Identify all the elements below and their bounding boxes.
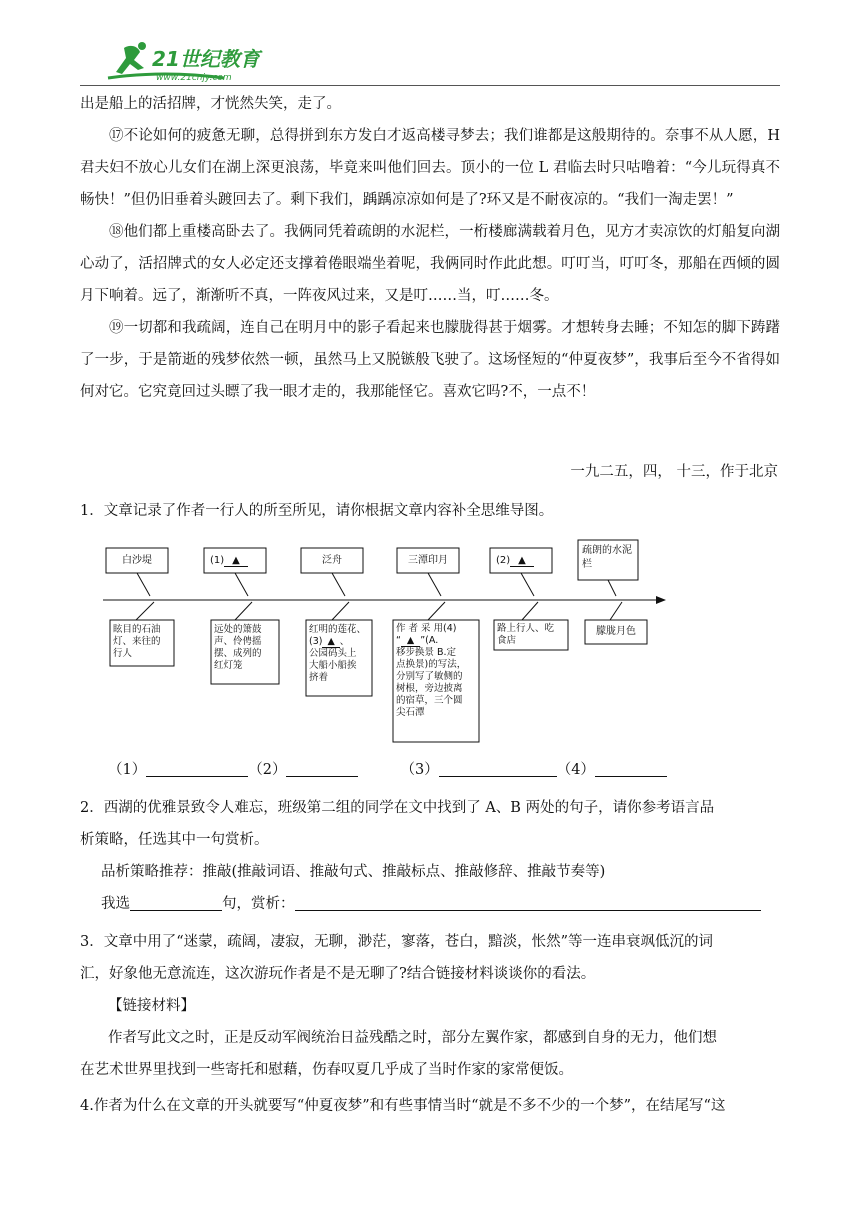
triangle-placeholder: ▲ bbox=[510, 555, 534, 567]
node-bottom-2: 远处的箫鼓 声、伶俜摇 摆、成列的 红灯笼 bbox=[214, 624, 262, 671]
answer-label-3: （3） bbox=[400, 762, 439, 778]
q1-stem: 1．文章记录了作者一行人的所至所见，请你根据文章内容补全思维导图。 bbox=[80, 503, 554, 519]
link-material-title: 【链接材料】 bbox=[108, 998, 195, 1014]
q4-stem-line1: 4.作者为什么在文章的开头就要写“仲夏夜梦”和有些事情当时“就是不多不少的一个梦”，在结尾写“这 bbox=[80, 1098, 726, 1114]
q2-analysis-blank[interactable] bbox=[295, 894, 761, 911]
q2-analysis-label: 句，赏析： bbox=[222, 896, 295, 912]
node-bottom-4: 作 者 采 用(4) “ ▲ ”(A. 移步换景 B.定 点换景)的写法， 分别写了敏侧的 树根，旁边披离 的宿草，三个圆 尖石潭 bbox=[396, 623, 467, 718]
node-bottom-6: 朦胧月色 bbox=[596, 626, 636, 637]
answer-label-2: （2） bbox=[248, 762, 287, 778]
q2-strategy: 品析策略推荐：推敲(推敲词语、推敲句式、推敲标点、推敲修辞、推敲节奏等) bbox=[101, 864, 606, 880]
q2-stem-line2: 析策略，任选其中一句赏析。 bbox=[80, 832, 269, 848]
node-top-santanyinyue: 三潭印月 bbox=[408, 555, 448, 566]
q2-choose-row bbox=[101, 894, 761, 914]
node-top-blank-1: (1) ▲ bbox=[204, 548, 266, 573]
answer-blank-1[interactable] bbox=[146, 760, 248, 777]
q3-stem-line2: 汇，好象他无意流连，这次游玩作者是不是无聊了?结合链接材料谈谈你的看法。 bbox=[80, 966, 596, 982]
q1-answer-row bbox=[108, 760, 667, 780]
node-bottom-5: 路上行人、吃 食店 bbox=[497, 623, 555, 646]
node-bottom-1: 眩目的石油 灯、来往的 行人 bbox=[113, 624, 161, 659]
answer-label-1: （1） bbox=[108, 762, 147, 778]
node-top-baishadi: 白沙堤 bbox=[122, 555, 152, 566]
q2-choose-label: 我选 bbox=[101, 896, 130, 912]
article-date: 一九二五，四， 十三，作于北京 bbox=[570, 464, 778, 480]
q3-stem-line1: 3．文章中用了“迷蒙，疏阔，凄寂，无聊，渺茫，寥落，苍白，黯淡，怅然”等一连串衰飒低沉的词 bbox=[80, 934, 714, 950]
paragraph-17: ⑰不论如何的疲惫无聊，总得拼到东方发白才返高楼寻梦去；我们谁都是这般期待的。奈事不从人愿，H 君夫妇不放心儿女们在湖上深更浪荡，毕竟来叫他们回去。顶小的一位 L 君临去时只咕噜着：“今儿玩得真不畅快！”但仍旧垂着头踱回去了。剩下我们，踽踽凉凉如何是了?环又是不耐夜凉的。“我们一淘走罢！” bbox=[80, 128, 780, 208]
paragraph-18: ⑱他们都上重楼高卧去了。我俩同凭着疏朗的水泥栏，一桁楼廊满载着月色，见方才卖凉饮的灯船复向湖心动了，活招牌式的女人必定还支撑着倦眼端坐着呢，我俩同时作此此想。叮叮当，叮叮冬，那船在西倾的圆月下响着。远了，渐渐听不真，一阵夜风过来，又是叮……当，叮……冬。 bbox=[80, 224, 780, 304]
node-top-fanzhou: 泛舟 bbox=[322, 555, 342, 566]
axis-arrowhead bbox=[656, 596, 666, 604]
header-rule bbox=[80, 85, 780, 86]
q2-stem-line1: 2．西湖的优雅景致令人难忘，班级第二组的同学在文中找到了 A、B 两处的句子，请你参考语言品 bbox=[80, 800, 715, 816]
node-top-shuilanlan: 疏朗的水泥栏 bbox=[582, 545, 632, 570]
node-top-blank-2: (2) ▲ bbox=[490, 548, 552, 573]
runner-icon bbox=[116, 46, 144, 74]
q2-choice-blank[interactable] bbox=[130, 894, 222, 911]
answer-label-4: （4） bbox=[556, 762, 595, 778]
answer-blank-4[interactable] bbox=[595, 760, 667, 777]
link-material-line1: 作者写此文之时，正是反动军阀统治日益残酷之时，部分左翼作家，都感到自身的无力，他们想 bbox=[108, 1030, 717, 1046]
article-body bbox=[80, 88, 780, 408]
logo-sub-text: www.21cnjy.com bbox=[156, 73, 232, 83]
node-bottom-3: 红明的莲花、 (3) ▲ 、 公园码头上 大船小船挨 挤着 bbox=[309, 624, 367, 683]
paragraph-19: ⑲一切都和我疏阔，连自己在明月中的影子看起来也朦胧得甚于烟雾。才想转身去睡；不知怎的脚下踌躇了一步，于是箭逝的残梦依然一顿，虽然马上又脱镞般飞驶了。这场怪短的“仲夏夜梦”，我事后至今不省得如何对它。它究竟回过头瞟了我一眼才走的，我那能怪它。喜欢它吗?不，一点不！ bbox=[80, 320, 780, 400]
answer-blank-3[interactable] bbox=[439, 760, 557, 777]
logo-main-text: 21世纪教育 bbox=[152, 47, 260, 71]
paragraph-continued: 出是船上的活招牌，才恍然失笑，走了。 bbox=[80, 96, 341, 112]
triangle-placeholder: ▲ bbox=[401, 635, 420, 647]
link-material-line2: 在艺术世界里找到一些寄托和慰藉，伤春叹夏几乎成了当时作家的家常便饭。 bbox=[80, 1062, 573, 1078]
site-logo bbox=[104, 38, 274, 86]
mind-map bbox=[100, 538, 680, 746]
answer-blank-2[interactable] bbox=[286, 760, 358, 777]
triangle-placeholder: ▲ bbox=[322, 636, 339, 648]
triangle-placeholder: ▲ bbox=[224, 555, 248, 567]
